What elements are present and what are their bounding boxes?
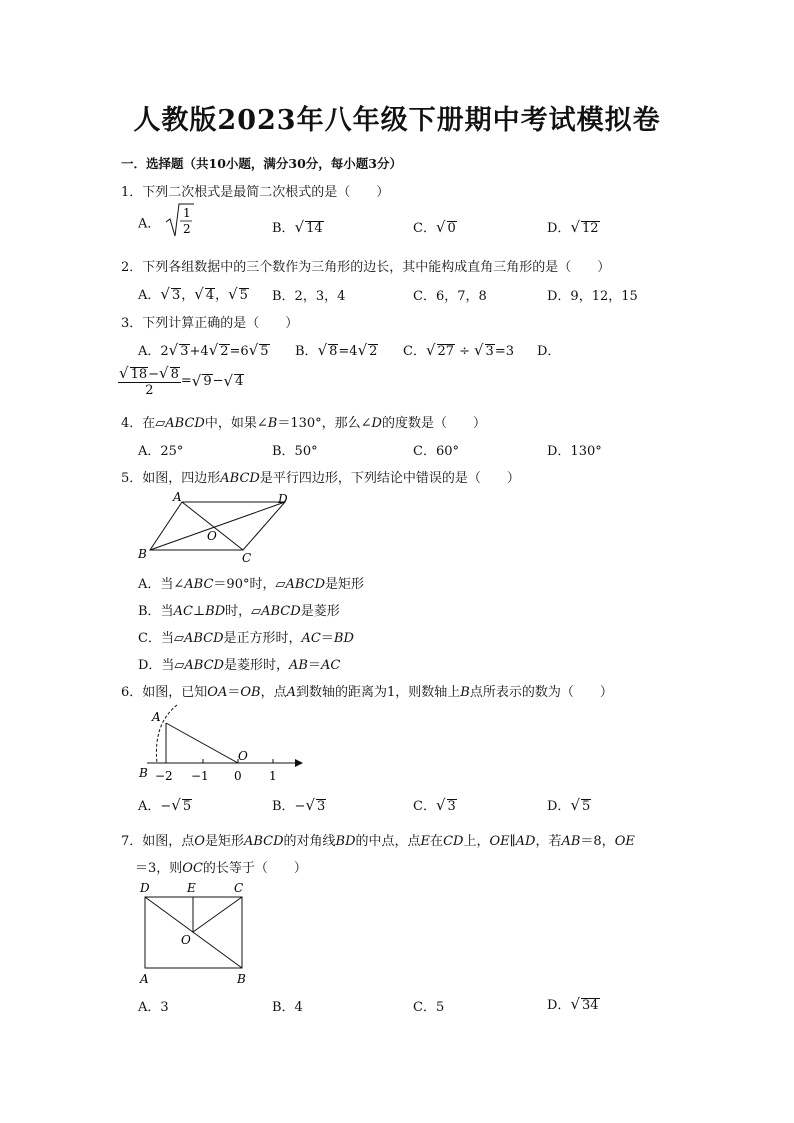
math-var: OB <box>240 685 261 700</box>
radicand: 3 <box>447 799 456 814</box>
math-var: A <box>286 685 296 700</box>
stem-text: 是正方形时， <box>223 631 302 646</box>
stem-text: A．当∠ <box>138 577 185 592</box>
radicand: 4 <box>235 373 244 389</box>
radicand: 3 <box>180 344 189 359</box>
q4-option-d: D．130° <box>547 444 602 459</box>
option-label: A． <box>138 216 161 232</box>
label-c: C <box>234 881 244 895</box>
operator: =3 <box>494 344 514 359</box>
math-var: OE <box>489 834 510 849</box>
math-var: B <box>267 416 278 431</box>
stem-text: 是菱形时， <box>223 658 289 673</box>
operator: = <box>180 373 192 389</box>
stem-text: D．当▱ <box>138 658 185 673</box>
radicand: 0 <box>447 221 456 236</box>
radicand: 27 <box>437 344 455 359</box>
label-a: A <box>152 710 161 724</box>
operator: ⊥ <box>192 604 206 619</box>
sqrt-fraction-icon <box>165 202 195 238</box>
page-title: 人教版2023年八年级下册期中考试模拟卷 <box>133 105 661 136</box>
radical-sign-icon: √ <box>194 285 204 303</box>
stem-text: 在 <box>430 834 444 849</box>
q2-option-b: B．2，3，4 <box>272 289 346 304</box>
radicand: 12 <box>582 221 599 236</box>
option-label: C． <box>403 344 426 359</box>
math-var: ABCD <box>183 631 224 646</box>
math-var: ABCD <box>243 834 284 849</box>
label-a: A <box>140 972 149 986</box>
math-var: ABCD <box>220 471 260 486</box>
radicand: 3 <box>171 288 181 303</box>
math-var: BD <box>205 604 226 619</box>
operator: ÷ <box>459 344 470 359</box>
q1-option-d <box>547 217 600 236</box>
label-a: A <box>173 490 182 504</box>
math-var: AC <box>173 604 193 619</box>
operator: ∥ <box>509 834 516 849</box>
q3-option-b <box>295 340 378 359</box>
q4-option-b: B．50° <box>272 444 318 459</box>
radicand: 2 <box>220 344 229 359</box>
q3-option-c <box>403 340 514 359</box>
tick-label: 1 <box>269 769 277 783</box>
math-var: AB <box>289 658 308 673</box>
stem-text: 点所表示的数为（ ） <box>469 685 613 700</box>
math-var: AB <box>561 834 581 849</box>
radicand: 8 <box>170 367 179 382</box>
arrow-right-icon <box>295 759 303 767</box>
fraction-numerator: 1 <box>182 206 191 220</box>
stem-text: 6．如图，已知 <box>121 685 208 700</box>
radicand: 5 <box>239 288 248 303</box>
q1-option-a <box>138 206 195 238</box>
separator: ， <box>215 288 229 303</box>
option-label: D． <box>547 799 571 814</box>
option-label: A．− <box>138 799 172 814</box>
question-2-stem: 2．下列各组数据中的三个数作为三角形的边长，其中能构成直角三角形的是（ ） <box>121 260 611 275</box>
option-label: B． <box>295 344 318 359</box>
radicand: 34 <box>582 998 599 1013</box>
math-var: B <box>460 685 470 700</box>
operator: − <box>148 367 160 382</box>
radical-sign-icon: √ <box>294 218 305 236</box>
q6-option-b <box>272 795 326 814</box>
stem-text: 5．如图，四边形 <box>121 471 221 486</box>
radicand: 2 <box>369 344 378 359</box>
q5-option-b <box>138 600 340 619</box>
math-var: ABC <box>184 577 214 592</box>
option-label: D． <box>547 998 571 1013</box>
radicand: 4 <box>205 288 215 303</box>
label-o: O <box>181 933 191 947</box>
radical-sign-icon: √ <box>305 796 316 814</box>
q4-option-c: C．60° <box>413 444 459 459</box>
q6-option-c <box>413 795 457 814</box>
math-var: CD <box>443 834 464 849</box>
option-label: C． <box>413 221 436 236</box>
option-label: B． <box>272 221 295 236</box>
radical-sign-icon: √ <box>435 796 446 814</box>
radicand: 5 <box>260 344 269 359</box>
rectangle-figure <box>135 878 255 986</box>
option-label: C． <box>413 799 436 814</box>
operator: =6 <box>229 344 249 359</box>
q2-option-a <box>138 284 249 303</box>
tick-label: −2 <box>155 769 173 783</box>
radical-sign-icon: √ <box>159 364 169 382</box>
option-label: D． <box>547 221 571 236</box>
radical-sign-icon: √ <box>570 796 580 814</box>
math-var: AC <box>320 658 341 673</box>
radical-sign-icon: √ <box>317 341 328 359</box>
q2-option-c: C．6，7，8 <box>413 289 487 304</box>
q1-option-c <box>413 217 457 236</box>
radicand: 9 <box>203 373 212 389</box>
tick-label: −1 <box>191 769 209 783</box>
label-b: B <box>237 972 246 986</box>
label-d: D <box>278 492 288 506</box>
math-var: OE <box>614 834 635 849</box>
radicand: 3 <box>317 799 326 814</box>
radical-sign-icon: √ <box>248 341 259 359</box>
radical-sign-icon: √ <box>357 341 368 359</box>
q2-option-d: D．9，12，15 <box>547 289 638 304</box>
option-label: A． <box>138 344 161 359</box>
stem-text: 是平行四边形，下列结论中错误的是（ ） <box>259 471 520 486</box>
q3-option-a <box>138 340 270 359</box>
radical-sign-icon: √ <box>119 364 129 382</box>
q5-option-a <box>138 573 364 592</box>
q7-option-c: C．5 <box>413 1000 445 1015</box>
radical-sign-icon: √ <box>435 218 446 236</box>
math-var: AD <box>515 834 536 849</box>
number-line-figure <box>135 702 305 784</box>
label-b: B <box>139 766 148 780</box>
q7-option-b: B．4 <box>272 1000 303 1015</box>
math-var: ABCD <box>184 658 224 673</box>
radicand: 5 <box>582 799 591 814</box>
stem-text: 的中点，点 <box>355 834 421 849</box>
math-var: AC <box>301 631 321 646</box>
stem-text: 的对角线 <box>283 834 336 849</box>
fraction-denominator: 2 <box>145 383 154 398</box>
math-var: O <box>194 834 205 849</box>
q7-option-d <box>547 994 600 1013</box>
stem-text: 4．在▱ <box>121 416 166 431</box>
stem-text: 上， <box>463 834 490 849</box>
radical-sign-icon: √ <box>570 995 580 1013</box>
coefficient: 2 <box>160 344 169 359</box>
option-label: B．− <box>272 799 306 814</box>
label-c: C <box>242 551 252 565</box>
question-4-stem <box>121 412 486 431</box>
stem-text: ＝130°，那么∠ <box>277 416 372 431</box>
radical-sign-icon: √ <box>425 341 436 359</box>
section-heading: 一．选择题（共10小题，满分30分，每小题3分） <box>121 156 402 171</box>
math-var: ABCD <box>261 604 301 619</box>
radical-sign-icon: √ <box>160 285 170 303</box>
label-o: O <box>207 529 217 543</box>
separator: ， <box>181 288 195 303</box>
operator: ＝ <box>307 658 321 673</box>
stem-text: 时，▱ <box>225 604 262 619</box>
question-7-stem-line1 <box>121 830 635 849</box>
q4-option-a: A．25° <box>138 444 184 459</box>
stem-text: 的长等于（ ） <box>202 861 307 876</box>
math-var: BD <box>333 631 354 646</box>
radicand: 3 <box>485 344 494 359</box>
stem-text: 是矩形 <box>204 834 244 849</box>
math-var: ABCD <box>285 577 326 592</box>
fraction-denominator: 2 <box>182 222 191 236</box>
q6-option-a <box>138 795 192 814</box>
radical-sign-icon: √ <box>223 372 234 390</box>
question-6-stem <box>121 681 613 700</box>
label-e: E <box>187 881 196 895</box>
radical-sign-icon: √ <box>228 285 238 303</box>
radical-sign-icon: √ <box>168 341 179 359</box>
operator: =4 <box>338 344 358 359</box>
radical-sign-icon: √ <box>208 341 219 359</box>
stem-text: B．当 <box>138 604 174 619</box>
stem-text: ＝8， <box>580 834 615 849</box>
stem-text: ＝3，则 <box>135 861 183 876</box>
q5-option-d <box>138 654 340 673</box>
stem-text: ，点 <box>260 685 287 700</box>
radical-sign-icon: √ <box>570 218 580 236</box>
radicand: 8 <box>329 344 338 359</box>
math-var: BD <box>335 834 356 849</box>
tick-label: 0 <box>234 769 242 783</box>
q6-option-d <box>547 795 591 814</box>
q3-option-d-label: D． <box>537 344 561 359</box>
question-7-stem-line2 <box>135 857 307 876</box>
stem-text: 的度数是（ ） <box>381 416 486 431</box>
label-d: D <box>140 881 150 895</box>
radical-sign-icon: √ <box>171 796 181 814</box>
radical-sign-icon: √ <box>191 372 202 390</box>
stem-text: 是菱形 <box>300 604 340 619</box>
question-1-stem: 1．下列二次根式是最简二次根式的是（ ） <box>121 185 390 200</box>
radicand: 5 <box>182 799 192 814</box>
radicand: 18 <box>130 367 148 382</box>
radical-sign-icon: √ <box>473 341 484 359</box>
option-label: A． <box>138 288 161 303</box>
q1-option-b <box>272 217 324 236</box>
math-var: E <box>420 834 431 849</box>
question-3-stem: 3．下列计算正确的是（ ） <box>121 316 299 331</box>
operator: ＝ <box>320 631 334 646</box>
question-5-stem <box>121 467 520 486</box>
operator: − <box>212 373 224 389</box>
label-b: B <box>138 547 147 561</box>
math-var: D <box>371 416 382 431</box>
math-var: OC <box>182 861 203 876</box>
math-var: ABCD <box>165 416 205 431</box>
operator: +4 <box>189 344 209 359</box>
radicand: 14 <box>306 221 323 236</box>
label-o: O <box>238 749 248 763</box>
math-var: OA <box>207 685 228 700</box>
operator: ＝ <box>227 685 241 700</box>
fraction-numerator <box>118 364 181 383</box>
q5-option-c <box>138 627 354 646</box>
stem-text: ＝90°时，▱ <box>213 577 286 592</box>
stem-text: ，若 <box>535 834 562 849</box>
stem-text: 7．如图，点 <box>121 834 195 849</box>
parallelogram-figure <box>135 488 295 566</box>
q3-option-d <box>118 364 244 398</box>
q7-option-a: A．3 <box>138 1000 169 1015</box>
stem-text: 是矩形 <box>325 577 365 592</box>
stem-text: 中，如果∠ <box>204 416 268 431</box>
stem-text: C．当▱ <box>138 631 184 646</box>
stem-text: 到数轴的距离为1，则数轴上 <box>295 685 461 700</box>
fraction <box>118 364 181 398</box>
